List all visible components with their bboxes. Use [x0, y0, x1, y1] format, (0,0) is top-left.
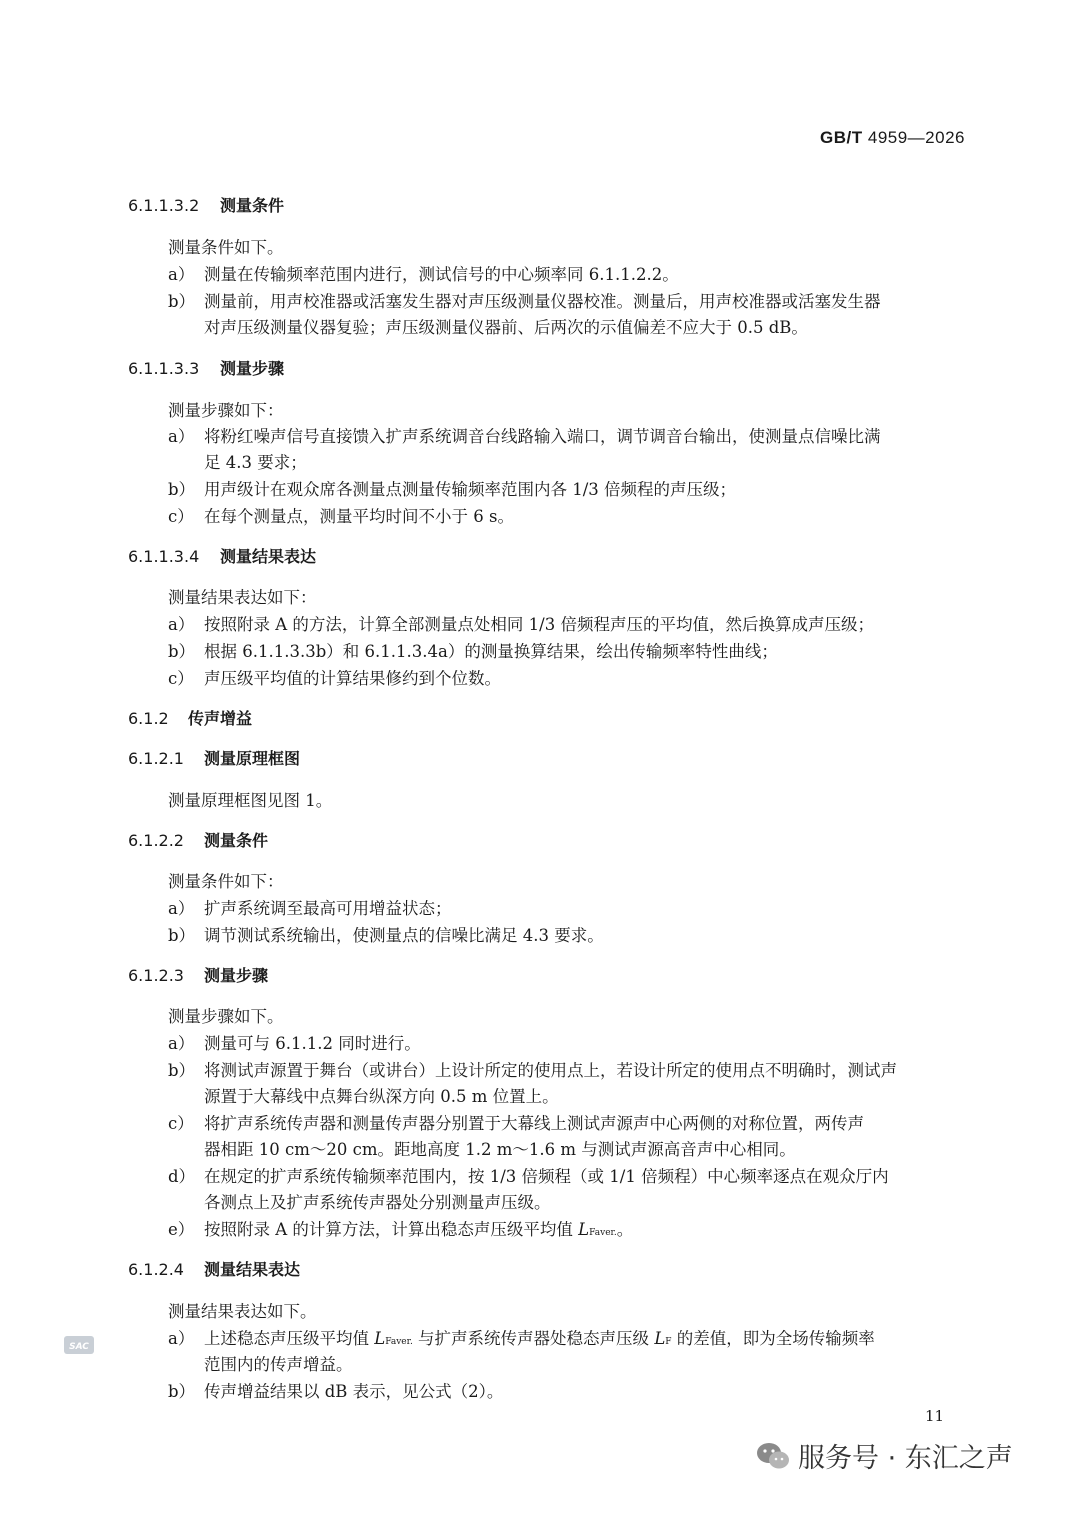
variable-symbol: L	[578, 1220, 590, 1239]
section-heading: 6.1.2.1 测量原理框图	[128, 749, 301, 768]
paragraph: 测量步骤如下。	[168, 1007, 284, 1026]
list-item: c） 声压级平均值的计算结果修约到个位数。	[168, 669, 501, 688]
list-item: b） 用声级计在观众席各测量点测量传输频率范围内各 1/3 倍频程的声压级；	[168, 480, 737, 499]
list-item: b） 根据 6.1.1.3.3b）和 6.1.1.3.4a）的测量换算结果，绘出传输频率特性曲线；	[168, 642, 778, 661]
list-item: b） 将测试声源置于舞台（或讲台）上设计所定的使用点上，若设计所定的使用点不明确时，测试声	[168, 1061, 897, 1080]
list-item-continuation: 范围内的传声增益。	[204, 1355, 353, 1374]
variable-symbol: L	[654, 1329, 666, 1348]
list-item: b） 测量前，用声校准器或活塞发生器对声压级测量仪器校准。测量后，用声校准器或活塞发生器	[168, 292, 881, 311]
variable-subscript: Faver.	[385, 1337, 413, 1347]
list-item: c） 将扩声系统传声器和测量传声器分别置于大幕线上测试声源声中心两侧的对称位置，两传声	[168, 1114, 864, 1133]
section-heading: 6.1.1.3.4 测量结果表达	[128, 547, 317, 566]
list-item: b） 调节测试系统输出，使测量点的信噪比满足 4.3 要求。	[168, 926, 604, 945]
wechat-icon	[756, 1442, 790, 1470]
section-heading: 6.1.1.3.3 测量步骤	[128, 359, 285, 378]
section-heading: 6.1.1.3.2 测量条件	[128, 196, 285, 215]
list-item: a） 按照附录 A 的方法，计算全部测量点处相同 1/3 倍频程声压的平均值，然后换算成声压级；	[168, 615, 874, 634]
standard-prefix: GB/T	[820, 128, 863, 147]
paragraph: 测量结果表达如下：	[168, 588, 317, 607]
paragraph: 测量步骤如下：	[168, 401, 284, 420]
list-item: a） 上述稳态声压级平均值 LFaver. 与扩声系统传声器处稳态声压级 LF 的差值，即为全场传输频率	[168, 1329, 875, 1348]
svg-text:SAC: SAC	[69, 1342, 89, 1352]
section-heading: 6.1.2.4 测量结果表达	[128, 1260, 301, 1279]
paragraph: 测量原理框图见图 1。	[168, 791, 333, 810]
standard-number	[820, 128, 965, 148]
section-heading: 6.1.2 传声增益	[128, 709, 253, 728]
list-item-continuation: 各测点上及扩声系统传声器处分别测量声压级。	[204, 1193, 551, 1212]
list-item-continuation: 对声压级测量仪器复验；声压级测量仪器前、后两次的示值偏差不应大于 0.5 dB。	[204, 318, 808, 337]
list-item: b） 传声增益结果以 dB 表示，见公式（2）。	[168, 1382, 504, 1401]
paragraph: 测量结果表达如下。	[168, 1302, 317, 1321]
section-heading: 6.1.2.2 测量条件	[128, 831, 269, 850]
page-number: 11	[925, 1407, 945, 1425]
list-item: a） 将粉红噪声信号直接馈入扩声系统调音台线路输入端口，调节调音台输出，使测量点信噪比满	[168, 427, 881, 446]
sac-watermark-logo	[64, 1336, 94, 1354]
list-item: a） 测量可与 6.1.1.2 同时进行。	[168, 1034, 421, 1053]
list-item: d） 在规定的扩声系统传输频率范围内，按 1/3 倍频程（或 1/1 倍频程）中心频率逐点在观众厅内	[168, 1167, 889, 1186]
list-item: a） 测量在传输频率范围内进行，测试信号的中心频率同 6.1.1.2.2。	[168, 265, 679, 284]
paragraph: 测量条件如下。	[168, 238, 284, 257]
list-item: a） 扩声系统调至最高可用增益状态；	[168, 899, 452, 918]
standard-code: 4959—2026	[867, 128, 965, 147]
list-item: e） 按照附录 A 的计算方法，计算出稳态声压级平均值 LFaver.。	[168, 1220, 634, 1239]
footer-text: 服务号 · 东汇之声	[798, 1443, 1013, 1474]
section-heading: 6.1.2.3 测量步骤	[128, 966, 269, 985]
paragraph: 测量条件如下：	[168, 872, 284, 891]
variable-subscript: Faver.	[589, 1228, 617, 1238]
list-item-continuation: 源置于大幕线中点舞台纵深方向 0.5 m 位置上。	[204, 1087, 559, 1106]
variable-subscript: F	[665, 1337, 672, 1347]
list-item-continuation: 足 4.3 要求；	[204, 453, 307, 472]
variable-symbol: L	[374, 1329, 386, 1348]
list-item-continuation: 器相距 10 cm～20 cm。距地高度 1.2 m～1.6 m 与测试声源高音声中心相同。	[204, 1140, 796, 1159]
list-item: c） 在每个测量点，测量平均时间不小于 6 s。	[168, 507, 514, 526]
footer-watermark	[756, 1436, 1013, 1475]
